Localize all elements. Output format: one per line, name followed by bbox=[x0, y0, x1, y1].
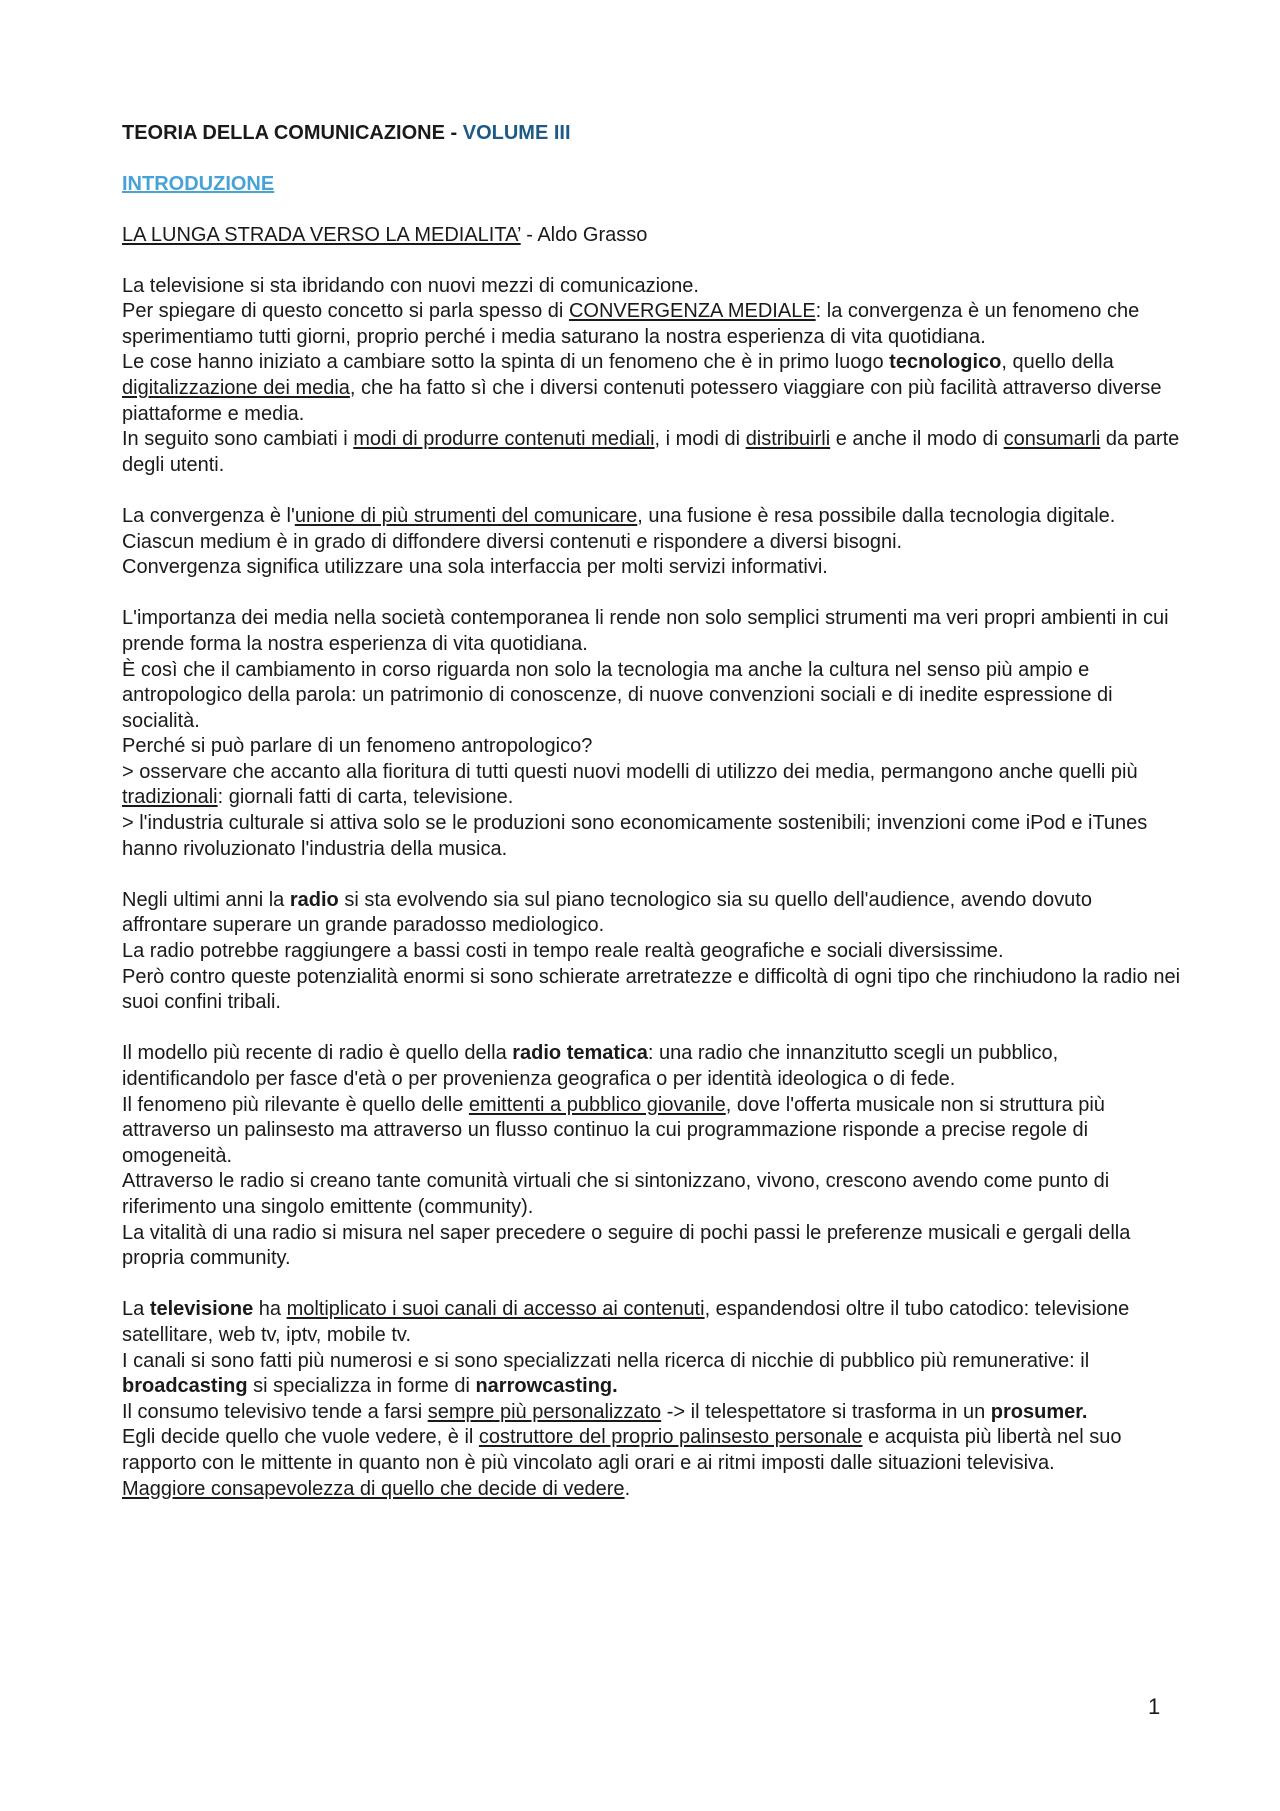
chapter-author: - Aldo Grasso bbox=[520, 224, 648, 246]
text-span: e acquista più libertà nel suo rapporto con le mittente in quanto non è più vincolato agli orari e ai ritmi imposti dalle situazioni televisiva. bbox=[122, 1426, 1122, 1474]
text-span: , che ha fatto sì che i diversi contenuti potessero viaggiare con più facilità attraverso diverse piattaforme e media. bbox=[122, 376, 1162, 425]
paragraph-radio-tematica bbox=[122, 1041, 1182, 1271]
section-heading: INTRODUZIONE bbox=[122, 173, 275, 195]
underlined-term: costruttore del proprio palinsesto personale bbox=[478, 1426, 863, 1449]
paragraph-union bbox=[122, 504, 1182, 581]
bold-term: televisione bbox=[149, 1298, 254, 1321]
spacer bbox=[122, 581, 1182, 607]
text-span: In seguito sono cambiati i bbox=[122, 428, 354, 451]
text-span: Egli decide quello che vuole vedere, è il bbox=[122, 1426, 479, 1449]
bold-term: broadcasting bbox=[122, 1375, 248, 1398]
text-span: Negli ultimi anni la bbox=[122, 888, 290, 911]
spacer bbox=[122, 478, 1182, 504]
text-span: > osservare che accanto alla fioritura di tutti questi nuovi modelli di utilizzo dei media, permangono anche quelli più bbox=[122, 760, 1138, 783]
text-span: , espandendosi oltre il tubo catodico: televisione satellitare, web tv, iptv, mobile tv. bbox=[122, 1298, 1130, 1346]
text-line: Perché si può parlare di un fenomeno antropologico? bbox=[122, 735, 593, 758]
document-title bbox=[122, 120, 1182, 146]
underlined-term: tradizionali bbox=[122, 786, 218, 809]
text-span: Per spiegare di questo concetto si parla spesso di bbox=[122, 300, 569, 323]
text-line: La televisione si sta ibridando con nuovi mezzi di comunicazione. bbox=[122, 274, 699, 297]
paragraph-radio bbox=[122, 888, 1182, 1016]
chapter-title: LA LUNGA STRADA VERSO LA MEDIALITA’ bbox=[122, 224, 521, 246]
paragraph-convergence bbox=[122, 274, 1182, 479]
text-span: : una radio che innanzitutto scegli un pubblico, identificandolo per fasce d'età o per provenienza geografica o per identità ideologica o di fede. bbox=[122, 1042, 1059, 1090]
spacer bbox=[122, 1016, 1182, 1042]
underlined-term: digitalizzazione dei media bbox=[122, 376, 350, 399]
text-line: Ciascun medium è in grado di diffondere diversi contenuti e rispondere a diversi bisogni. bbox=[122, 530, 903, 553]
underlined-term: CONVERGENZA MEDIALE bbox=[568, 300, 816, 323]
underlined-term: sempre più personalizzato bbox=[427, 1400, 662, 1423]
bold-term: tecnologico bbox=[889, 351, 1002, 374]
underlined-term: modi di produrre contenuti mediali bbox=[353, 428, 655, 451]
text-line bbox=[122, 760, 1182, 811]
text-span: , dove l'offerta musicale non si struttura più attraverso un palinsesto ma attraverso un flusso continuo la cui programmazione risponde a precise regole di omogeneità. bbox=[122, 1093, 1105, 1167]
text-line bbox=[122, 1093, 1182, 1170]
bold-term: radio tematica bbox=[512, 1042, 648, 1065]
bold-term: radio bbox=[289, 888, 339, 911]
text-line: > l'industria culturale si attiva solo se le produzioni sono economicamente sostenibili; invenzioni come iPod e iTunes hanno rivoluzionato l'industria della musica. bbox=[122, 812, 1148, 860]
text-span: La bbox=[122, 1298, 150, 1321]
title-volume: VOLUME III bbox=[462, 122, 571, 144]
text-span: La convergenza è l' bbox=[122, 504, 295, 527]
text-line bbox=[122, 1477, 1182, 1503]
underlined-term: unione di più strumenti del comunicare bbox=[294, 504, 638, 527]
text-line bbox=[122, 1349, 1182, 1400]
text-line bbox=[122, 1041, 1182, 1092]
spacer bbox=[122, 1272, 1182, 1298]
page-number: 1 bbox=[1148, 1694, 1161, 1719]
text-line bbox=[122, 1400, 1182, 1426]
chapter-heading bbox=[122, 222, 1182, 248]
underlined-term: distribuirli bbox=[745, 428, 831, 451]
paragraph-television bbox=[122, 1297, 1182, 1502]
text-span: -> il telespettatore si trasforma in un bbox=[661, 1400, 991, 1423]
text-span: si specializza in forme di bbox=[247, 1375, 476, 1398]
text-line: La vitalità di una radio si misura nel saper precedere o seguire di pochi passi le preferenze musicali e gergali della propria community. bbox=[122, 1221, 1131, 1270]
text-span: , quello della bbox=[1001, 351, 1114, 374]
underlined-term: emittenti a pubblico giovanile bbox=[468, 1093, 726, 1116]
text-line: È così che il cambiamento in corso riguarda non solo la tecnologia ma anche la cultura nel senso più ampio e antropologico della parola: un patrimonio di conoscenze, di nuove convenzioni sociali e di inedite espressione di socialità. bbox=[122, 658, 1113, 732]
text-span: , i modi di bbox=[654, 428, 746, 451]
text-line: La radio potrebbe raggiungere a bassi costi in tempo reale realtà geografiche e sociali diversissime. bbox=[122, 940, 1004, 963]
text-span: I canali si sono fatti più numerosi e si sono specializzati nella ricerca di nicchie di pubblico più remunerative: il bbox=[122, 1349, 1090, 1372]
text-span: , una fusione è resa possibile dalla tecnologia digitale. bbox=[637, 504, 1116, 527]
text-line bbox=[122, 1297, 1182, 1348]
text-span: e anche il modo di bbox=[830, 428, 1004, 451]
text-line: L'importanza dei media nella società contemporanea li rende non solo semplici strumenti ma veri propri ambienti in cui prende forma la nostra esperienza di vita quotidiana. bbox=[122, 607, 1169, 655]
text-line bbox=[122, 504, 1182, 530]
text-span: Il fenomeno più rilevante è quello delle bbox=[122, 1093, 469, 1116]
text-line bbox=[122, 427, 1182, 478]
text-span: si sta evolvendo sia sul piano tecnologico sia su quello dell'audience, avendo dovuto affrontare superare un grande paradosso mediologico. bbox=[122, 888, 1092, 937]
paragraph-anthropology bbox=[122, 606, 1182, 862]
text-line: Attraverso le radio si creano tante comunità virtuali che si sintonizzano, vivono, crescono avendo come punto di riferimento una singolo emittente (community). bbox=[122, 1170, 1110, 1218]
underlined-term: Maggiore consapevolezza di quello che decide di vedere bbox=[122, 1477, 625, 1500]
title-main: TEORIA DELLA COMUNICAZIONE bbox=[122, 122, 445, 144]
spacer bbox=[122, 862, 1182, 888]
underlined-term: consumarli bbox=[1003, 428, 1101, 451]
spacer bbox=[122, 248, 1182, 274]
underlined-term: moltiplicato i suoi canali di accesso ai contenuti bbox=[286, 1298, 705, 1321]
text-line: Però contro queste potenzialità enormi si sono schierate arretratezze e difficoltà di ogni tipo che rinchiudono la radio nei suoi confini tribali. bbox=[122, 965, 1181, 1014]
text-line bbox=[122, 1425, 1182, 1476]
text-span: . bbox=[624, 1477, 631, 1500]
title-separator: - bbox=[444, 122, 463, 144]
text-span: Il modello più recente di radio è quello della bbox=[122, 1042, 513, 1065]
text-line: Convergenza significa utilizzare una sola interfaccia per molti servizi informativi. bbox=[122, 556, 828, 579]
text-span: Le cose hanno iniziato a cambiare sotto la spinta di un fenomeno che è in primo luogo bbox=[122, 351, 890, 374]
document-page bbox=[122, 120, 1182, 1502]
text-span: da parte degli utenti. bbox=[122, 428, 1180, 476]
text-span: : la convergenza è un fenomeno che sperimentiamo tutti giorni, proprio perché i media saturano la nostra esperienza di vita quotidiana. bbox=[122, 300, 1140, 348]
text-line bbox=[122, 888, 1182, 939]
bold-term: narrowcasting. bbox=[475, 1375, 618, 1398]
bold-term: prosumer. bbox=[990, 1400, 1088, 1423]
text-line bbox=[122, 350, 1182, 427]
text-span: ha bbox=[253, 1298, 287, 1321]
text-span: : giornali fatti di carta, televisione. bbox=[217, 786, 514, 809]
text-span: Il consumo televisivo tende a farsi bbox=[122, 1400, 428, 1423]
text-line bbox=[122, 299, 1182, 350]
